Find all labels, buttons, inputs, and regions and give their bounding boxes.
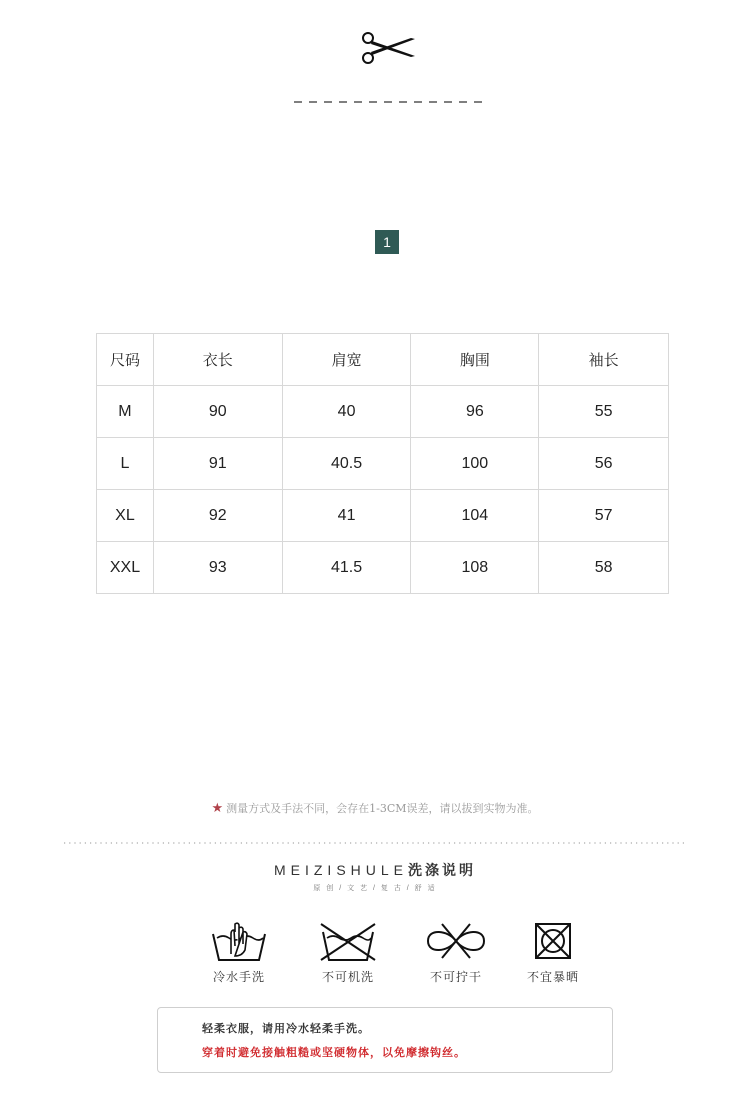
scissors-icon <box>359 30 417 66</box>
table-cell: XL <box>97 490 154 542</box>
table-cell: 90 <box>153 386 282 438</box>
header-chest: 胸围 <box>411 334 539 386</box>
care-label: 不宜暴晒 <box>526 970 579 984</box>
hand-wash-icon <box>209 920 269 962</box>
measurement-note-text: 测量方式及手法不同，会存在1-3CM误差，请以拔到实物为准。 <box>226 802 539 815</box>
table-cell: 56 <box>539 438 669 490</box>
table-cell: 41.5 <box>282 542 411 594</box>
dashed-cut-line <box>294 100 484 104</box>
care-label: 不可机洗 <box>321 970 374 984</box>
table-cell: 108 <box>411 542 539 594</box>
table-cell: 55 <box>539 386 669 438</box>
header-shoulder: 肩宽 <box>282 334 411 386</box>
no-tumble-dry-icon <box>529 920 577 962</box>
care-note-line-2: 穿着时避免接触粗糙或坚硬物体，以免摩擦钩丝。 <box>202 1047 466 1059</box>
no-machine-wash-icon <box>317 920 379 962</box>
star-icon: ★ <box>211 801 224 816</box>
table-row <box>97 386 669 438</box>
table-cell: 96 <box>411 386 539 438</box>
table-cell: 91 <box>153 438 282 490</box>
table-cell: 100 <box>411 438 539 490</box>
care-note-line-1: 轻柔衣服，请用冷水轻柔手洗。 <box>202 1023 370 1035</box>
header-length: 衣长 <box>153 334 282 386</box>
care-item-no-sun <box>503 920 603 985</box>
table-cell: 58 <box>539 542 669 594</box>
table-cell: 40 <box>282 386 411 438</box>
table-cell: 40.5 <box>282 438 411 490</box>
table-header-row <box>97 334 669 386</box>
table-cell: L <box>97 438 154 490</box>
header-size: 尺码 <box>97 334 154 386</box>
table-cell: XXL <box>97 542 154 594</box>
care-item-hand-wash <box>189 920 289 985</box>
table-row <box>97 438 669 490</box>
table-cell: 104 <box>411 490 539 542</box>
table-cell: 93 <box>153 542 282 594</box>
header-sleeve: 袖长 <box>539 334 669 386</box>
care-label: 冷水手洗 <box>212 970 265 984</box>
brand-name: MEIZISHULE <box>273 862 408 878</box>
no-wring-icon <box>424 920 488 962</box>
table-cell: 41 <box>282 490 411 542</box>
size-table <box>96 333 669 594</box>
care-item-no-wring <box>406 920 506 985</box>
measurement-note <box>0 800 750 816</box>
table-row <box>97 490 669 542</box>
care-label: 不可拧干 <box>429 970 482 984</box>
table-cell: 92 <box>153 490 282 542</box>
wash-subtitle: 原 创 / 文 艺 / 复 古 / 舒 适 <box>313 885 437 892</box>
page-number-badge: 1 <box>375 230 399 254</box>
table-cell: 57 <box>539 490 669 542</box>
care-item-no-machine-wash <box>298 920 398 985</box>
wash-title-text: 洗涤说明 <box>408 862 476 878</box>
wash-instructions-title <box>0 860 750 880</box>
dotted-divider <box>64 842 688 844</box>
table-row <box>97 542 669 594</box>
table-cell: M <box>97 386 154 438</box>
care-note-box <box>157 1007 613 1073</box>
